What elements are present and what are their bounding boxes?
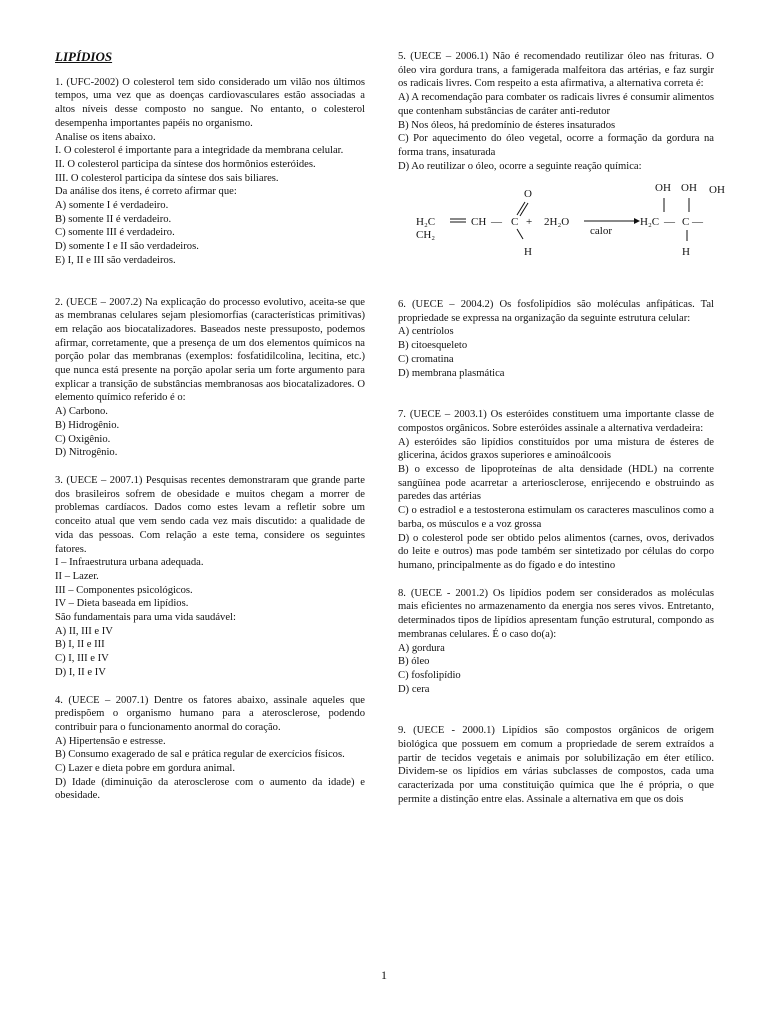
reaction-condition: calor xyxy=(590,225,612,238)
option-a: A) gordura xyxy=(398,642,445,654)
carbonyl-bond-line xyxy=(517,202,525,215)
option-d: D) membrana plasmática xyxy=(398,367,505,379)
option-c: C) somente III é verdadeiro. xyxy=(55,227,175,239)
option-b: B) somente II é verdadeiro. xyxy=(55,213,172,225)
question-line: IV – Dieta baseada em lipídios. xyxy=(55,598,189,610)
chemical-reaction-diagram xyxy=(398,179,738,279)
question-text: 2. (UECE – 2007.2) Na explicação do processo evolutivo, aceita-se que as membranas celulares sejam plesiomorfias (características primitivas) em relação aos biocatalizadores. Baseados neste pressuposto, podemos afirmar, corretamente, que a presença de um dos elementos químicos na porção polar das membranas (exemplos: fosfatidilcolina, lecitina, etc.) que nunca está presente na porção apolar seria um forte argumento para explicar a transição de substâncias membranosas aos biocatalizadores. O elemento químico referido é o: xyxy=(55,296,365,404)
option-d: D) Nitrogênio. xyxy=(55,447,118,459)
option-b: B) óleo xyxy=(398,656,430,668)
question-line: III – Componentes psicológicos. xyxy=(55,584,193,596)
formula-oh-3: OH xyxy=(709,184,725,197)
page-number: 1 xyxy=(381,968,387,982)
option-b: B) I, II e III xyxy=(55,639,105,651)
formula-c-product: C xyxy=(682,216,690,229)
question-line: Da análise dos itens, é correto afirmar que: xyxy=(55,186,237,198)
question-text: 1. (UFC-2002) O colesterol tem sido considerado um vilão nos últimos tempos, uma vez que as doenças cardiovasculares estão associadas a altos níveis desse composto no sangue. No entanto, o colesterol desempenha importantes papéis no organismo. xyxy=(55,76,365,129)
question-3 xyxy=(55,474,365,680)
option-b: B) Hidrogênio. xyxy=(55,419,120,431)
option-e: E) I, II e III são verdadeiros. xyxy=(55,254,176,266)
page-title: LIPÍDIOS xyxy=(55,49,113,64)
question-4 xyxy=(55,694,365,804)
option-c: C) fosfolipídio xyxy=(398,669,461,681)
question-line: I – Infraestrutura urbana adequada. xyxy=(55,557,204,569)
option-d: D) cera xyxy=(398,683,430,695)
hydrogen-bond-line xyxy=(517,229,523,239)
option-d: D) somente I e II são verdadeiros. xyxy=(55,241,199,253)
question-text: 3. (UECE – 2007.1) Pesquisas recentes demonstraram que grande parte dos brasileiros sofrem de obesidade e muitos chegam a morrer de problemas cardíacos. Dados como estes levam a refletir sobre um conceito atual que vem sendo cada vez mais discutido: a qualidade de vida das pessoas. Com relação a este tema, considere os seguintes fatores. xyxy=(55,474,365,555)
right-column xyxy=(398,50,725,807)
question-9 xyxy=(398,724,714,806)
option-d: D) I, II e IV xyxy=(55,666,106,678)
question-text: 7. (UECE – 2003.1) Os esteróides constituem uma importante classe de compostos orgânicos. Sobre esteróides assinale a alternativa verdadeira: xyxy=(398,409,714,434)
left-column xyxy=(55,50,365,803)
formula-ch: CH xyxy=(471,216,487,229)
option-b: B) Nos óleos, há predomínio de ésteres insaturados xyxy=(398,119,616,131)
option-a: A) esteróides são lipídios constituídos por uma mistura de ésteres de glicerina, ácidos graxos superiores e aminoálcoois xyxy=(398,436,714,462)
option-a: A) II, III e IV xyxy=(55,625,113,637)
option-a: A) centríolos xyxy=(398,326,454,338)
question-text: 8. (UECE - 2001.2) Os lipídios podem ser considerados as moléculas mais eficientes no armazenamento da energia nos seres vivos. Entretanto, determinados tipos de lipídios apresentam função estrutural, compondo as membranas celulares. É o caso do(a): xyxy=(398,587,714,640)
formula-ch2: CH₂ xyxy=(416,229,436,242)
formula-dash: — xyxy=(692,216,703,229)
question-text: 9. (UECE - 2000.1) Lipídios são compostos orgânicos de origem biológica que possuem em comum a propriedade de serem extraídos a partir de tecidos vegetais e animais por solubilização em éter etílico. Dividem-se os lipídios em várias subclasses de compostos, cada uma caracterizada por uma constituição química que lhe é própria, o que permite a distinção entre elas. Assinale a alternativa em que os dois xyxy=(398,725,714,805)
question-text: 5. (UECE – 2006.1) Não é recomendado reutilizar óleo nas frituras. O óleo vira gordura trans, a famigerada malfeitora das artérias, e faz surgir os radicais livres. Com respeito a esta afirmativa, a alternativa correta é: xyxy=(398,51,714,90)
question-text: 4. (UECE – 2007.1) Dentre os fatores abaixo, assinale aqueles que predispõem o organismo humano para a aterosclerose, podendo contribuir para o funcionamento anormal do coração. xyxy=(55,694,365,733)
formula-h2c-product: H₂C xyxy=(640,216,660,229)
question-line: Analise os itens abaixo. xyxy=(55,131,156,143)
question-6 xyxy=(398,298,714,380)
question-line: III. O colesterol participa da síntese dos sais biliares. xyxy=(55,172,279,184)
option-c: C) cromatina xyxy=(398,353,454,365)
formula-water: 2H₂O xyxy=(544,216,570,229)
option-d: D) Idade (diminuição da aterosclerose com o aumento da idade) e obesidade. xyxy=(55,776,365,802)
option-d: D) Ao reutilizar o óleo, ocorre a seguinte reação química: xyxy=(398,160,642,172)
formula-dash: — xyxy=(491,216,502,229)
option-a: A) Hipertensão e estresse. xyxy=(55,735,166,747)
formula-h: H xyxy=(524,246,532,259)
carbonyl-bond-line xyxy=(520,203,528,216)
question-line: II. O colesterol participa da síntese dos hormônios esteróides. xyxy=(55,158,316,170)
question-8 xyxy=(398,587,714,697)
option-c: C) I, III e IV xyxy=(55,653,109,665)
formula-plus: + xyxy=(526,216,533,229)
option-c: C) Oxigênio. xyxy=(55,433,111,445)
question-line: II – Lazer. xyxy=(55,570,99,582)
question-5 xyxy=(398,50,714,173)
option-d: D) o colesterol pode ser obtido pelos alimentos (carnes, ovos, derivados do leite e outros) mas pode também ser sintetizado por células do corpo humano, principalmente as do fígado e do intestino xyxy=(398,532,714,571)
question-2 xyxy=(55,296,365,460)
option-b: B) Consumo exagerado de sal e prática regular de exercícios físicos. xyxy=(55,749,345,761)
option-b: B) o excesso de lipoproteínas de alta densidade (HDL) na corrente sangüínea pode acarretar a arteriosclerose, enrijecendo e obstruindo as paredes das artérias xyxy=(398,464,714,503)
formula-o: O xyxy=(524,188,532,201)
option-b: B) citoesqueleto xyxy=(398,340,468,352)
question-1 xyxy=(55,76,365,268)
question-text: 6. (UECE – 2004.2) Os fosfolipídios são moléculas anfipáticas. Tal propriedade se expressa na organização da seguinte estrutura celular: xyxy=(398,299,714,324)
formula-oh-1: OH xyxy=(655,182,671,195)
option-c: C) o estradiol e a testosterona estimulam os caracteres masculinos como a barba, os músculos e a voz grossa xyxy=(398,505,714,530)
question-line: I. O colesterol é importante para a integridade da membrana celular. xyxy=(55,145,344,157)
option-c: C) Lazer e dieta pobre em gordura animal. xyxy=(55,763,236,775)
formula-h2c: H₂C xyxy=(416,216,436,229)
option-a: A) A recomendação para combater os radicais livres é consumir alimentos que contenham substâncias de caráter anti-redutor xyxy=(398,92,714,117)
option-a: A) somente I é verdadeiro. xyxy=(55,200,169,212)
formula-dash: — xyxy=(664,216,675,229)
formula-c: C xyxy=(511,216,519,229)
option-c: C) Por aquecimento do óleo vegetal, ocorre a formação da gordura na forma trans, insaturada xyxy=(398,133,714,158)
formula-oh-2: OH xyxy=(681,182,697,195)
option-a: A) Carbono. xyxy=(55,406,108,418)
question-line: São fundamentais para uma vida saudável: xyxy=(55,612,236,624)
question-7 xyxy=(398,408,714,572)
formula-h-product: H xyxy=(682,246,690,259)
